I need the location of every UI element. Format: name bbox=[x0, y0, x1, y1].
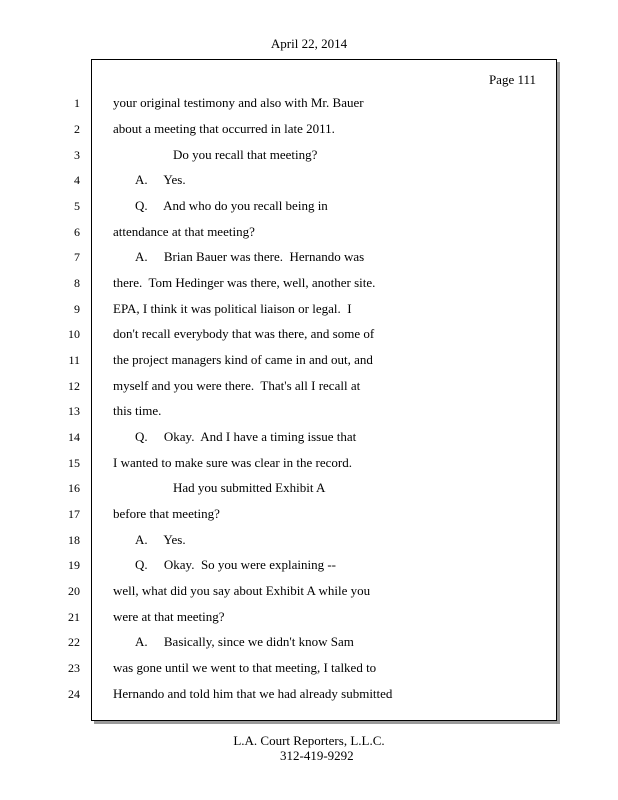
transcript-line: A. Brian Bauer was there. Hernando was bbox=[135, 249, 365, 264]
footer-company: L.A. Court Reporters, L.L.C. bbox=[233, 733, 385, 748]
line-number: 13 bbox=[68, 404, 80, 418]
transcript-line: myself and you were there. That's all I recall at bbox=[113, 378, 361, 393]
transcript-line: Hernando and told him that we had already submitted bbox=[113, 686, 393, 701]
line-number: 1 bbox=[74, 96, 80, 110]
line-number: 4 bbox=[74, 173, 80, 187]
transcript-line: before that meeting? bbox=[113, 506, 220, 521]
transcript-line: about a meeting that occurred in late 2011. bbox=[113, 121, 335, 136]
transcript-line: well, what did you say about Exhibit A while you bbox=[113, 583, 371, 598]
transcript-line: was gone until we went to that meeting, I talked to bbox=[113, 660, 377, 675]
line-number: 5 bbox=[74, 199, 80, 213]
transcript-line: this time. bbox=[113, 403, 162, 418]
line-number: 17 bbox=[68, 507, 80, 521]
page-number: Page 111 bbox=[488, 72, 536, 87]
line-number: 14 bbox=[68, 430, 80, 444]
line-number: 11 bbox=[68, 353, 80, 367]
line-number: 23 bbox=[68, 661, 80, 675]
transcript-line: Q. Okay. So you were explaining -- bbox=[135, 557, 336, 572]
transcript-line: attendance at that meeting? bbox=[113, 224, 255, 239]
transcript-line: were at that meeting? bbox=[113, 609, 225, 624]
header-date: April 22, 2014 bbox=[270, 36, 348, 51]
line-number: 22 bbox=[68, 635, 80, 649]
line-number: 10 bbox=[68, 327, 80, 341]
transcript-line: Q. And who do you recall being in bbox=[135, 198, 328, 213]
transcript-line: the project managers kind of came in and out, and bbox=[113, 352, 373, 367]
line-number: 12 bbox=[68, 379, 80, 393]
line-number: 7 bbox=[74, 250, 80, 264]
line-number: 15 bbox=[68, 456, 80, 470]
transcript-line: Q. Okay. And I have a timing issue that bbox=[135, 429, 357, 444]
transcript-line: EPA, I think it was political liaison or legal. I bbox=[113, 301, 352, 316]
line-number: 2 bbox=[74, 122, 80, 136]
line-number: 8 bbox=[74, 276, 80, 290]
line-number: 20 bbox=[68, 584, 80, 598]
footer-phone: 312-419-9292 bbox=[280, 748, 354, 763]
transcript-line: A. Yes. bbox=[135, 172, 186, 187]
transcript-line: A. Basically, since we didn't know Sam bbox=[135, 634, 354, 649]
transcript-line: Had you submitted Exhibit A bbox=[173, 480, 326, 495]
line-number: 16 bbox=[68, 481, 80, 495]
line-number: 19 bbox=[68, 558, 80, 572]
line-number: 6 bbox=[74, 225, 80, 239]
line-number: 9 bbox=[74, 302, 80, 316]
line-number: 24 bbox=[68, 687, 80, 701]
transcript-line: don't recall everybody that was there, and some of bbox=[113, 326, 375, 341]
transcript-line: your original testimony and also with Mr. Bauer bbox=[113, 95, 364, 110]
line-number: 21 bbox=[68, 610, 80, 624]
transcript-line: A. Yes. bbox=[135, 532, 186, 547]
line-number: 18 bbox=[68, 533, 80, 547]
line-number: 3 bbox=[74, 148, 80, 162]
transcript-line: there. Tom Hedinger was there, well, another site. bbox=[113, 275, 376, 290]
transcript-line: I wanted to make sure was clear in the record. bbox=[113, 455, 352, 470]
transcript-line: Do you recall that meeting? bbox=[173, 147, 318, 162]
